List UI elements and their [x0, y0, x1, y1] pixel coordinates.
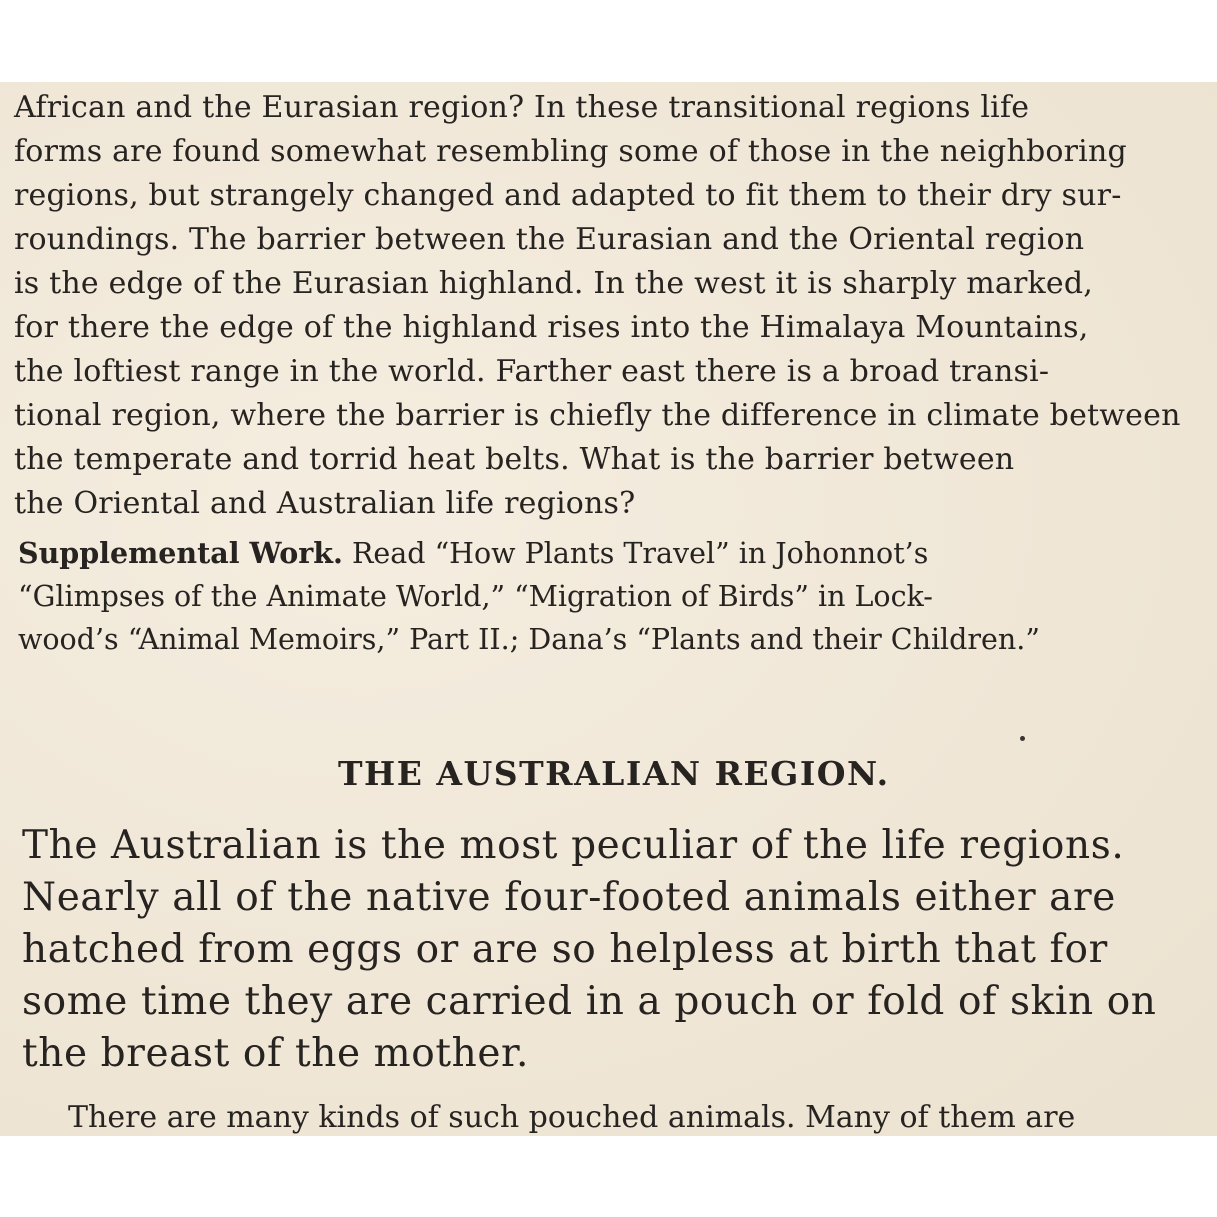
- text-line: tional region, where the barrier is chiefly the difference in climate between: [14, 398, 1181, 433]
- text-line: the temperate and torrid heat belts. What is the barrier between: [14, 442, 1015, 477]
- text-line: roundings. The barrier between the Eurasian and the Oriental region: [14, 222, 1085, 257]
- text-line: is the edge of the Eurasian highland. In the west it is sharply marked,: [14, 266, 1093, 301]
- ink-speck: [1020, 736, 1025, 741]
- text-line: the loftiest range in the world. Farther east there is a broad transi-: [14, 354, 1050, 389]
- supplemental-line: wood’s “Animal Memoirs,” Part II.; Dana’s “Plants and their Children.”: [18, 623, 1040, 656]
- text-line: hatched from eggs or are so helpless at birth that for: [22, 927, 1108, 972]
- text-line: There are many kinds of such pouched animals. Many of them are: [68, 1100, 1076, 1135]
- text-line: forms are found somewhat resembling some of those in the neighboring: [14, 134, 1127, 169]
- text-line: the breast of the mother.: [22, 1031, 529, 1076]
- pouched-animals-paragraph: [68, 1096, 1217, 1136]
- australian-region-paragraph: [22, 820, 1217, 1080]
- text-line: The Australian is the most peculiar of the life regions.: [22, 823, 1125, 868]
- text-line: Nearly all of the native four-footed animals either are: [22, 875, 1116, 920]
- supplemental-text: Read “How Plants Travel” in Johonnot’s: [342, 537, 929, 570]
- book-page-clipping: [0, 82, 1217, 1136]
- text-line: regions, but strangely changed and adapted to fit them to their dry sur-: [14, 178, 1122, 213]
- supplemental-line: “Glimpses of the Animate World,” “Migration of Birds” in Lock-: [18, 580, 933, 613]
- section-heading: THE AUSTRALIAN REGION.: [338, 754, 890, 793]
- text-line: some time they are carried in a pouch or fold of skin on: [22, 979, 1157, 1024]
- supplemental-work-paragraph: [18, 532, 1217, 661]
- transitional-regions-paragraph: [14, 86, 1217, 526]
- text-line: African and the Eurasian region? In these transitional regions life: [14, 90, 1030, 125]
- supplemental-work-label: Supplemental Work.: [18, 536, 343, 570]
- text-line: for there the edge of the highland rises into the Himalaya Mountains,: [14, 310, 1089, 345]
- text-line: the Oriental and Australian life regions?: [14, 486, 636, 521]
- supplemental-line: [18, 532, 1217, 575]
